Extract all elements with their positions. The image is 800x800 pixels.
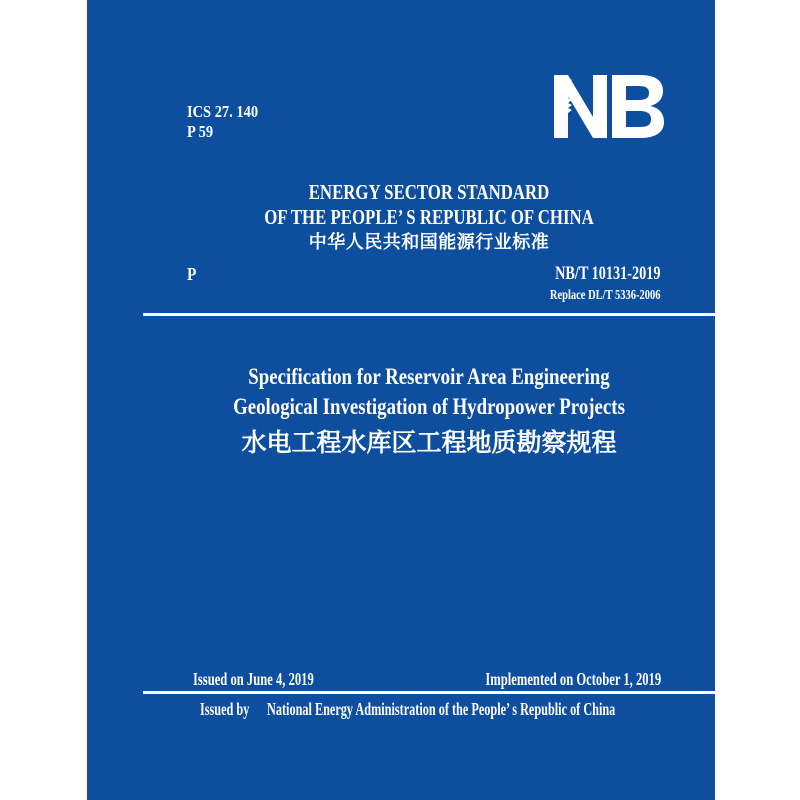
ics-block: [187, 102, 271, 142]
header-line-en-2: OF THE PEOPLE’ S REPUBLIC OF CHINA: [264, 205, 594, 229]
title-en-line-2: Geological Investigation of Hydropower Projects: [233, 394, 625, 419]
blue-cover-panel: [87, 0, 715, 800]
issued-date: Issued on June 4, 2019: [193, 669, 314, 689]
header-line-cn: 中华人民共和国能源行业标准: [308, 232, 550, 252]
header-line-en-1: ENERGY SECTOR STANDARD: [308, 180, 550, 204]
standard-header: [143, 180, 715, 254]
issued-by-label: Issued by: [200, 699, 250, 719]
doc-class-code: P 59: [187, 122, 214, 141]
issuer-row: [200, 701, 615, 718]
bottom-rule-line: [143, 691, 715, 694]
top-rule-line: [143, 313, 715, 316]
title-en-line-1: Specification for Reservoir Area Engineering: [248, 364, 610, 389]
standard-number: NB/T 10131-2019: [555, 263, 661, 284]
title-cn: 水电工程水库区工程地质勘察规程: [241, 429, 617, 457]
class-prefix: P: [187, 264, 197, 284]
standard-code-block: [513, 264, 661, 303]
nb-logo-icon: [554, 75, 664, 138]
implemented-date: Implemented on October 1, 2019: [485, 669, 661, 689]
title-block: [143, 362, 715, 459]
replaces-note: Replace DL/T 5336-2006: [550, 288, 661, 303]
ics-code: ICS 27. 140: [187, 102, 259, 121]
nb-logo-letter-n: [554, 75, 607, 138]
nb-logo-letter-b: [612, 75, 664, 138]
issuer-name: National Energy Administration of the People’ s Republic of China: [267, 699, 616, 719]
